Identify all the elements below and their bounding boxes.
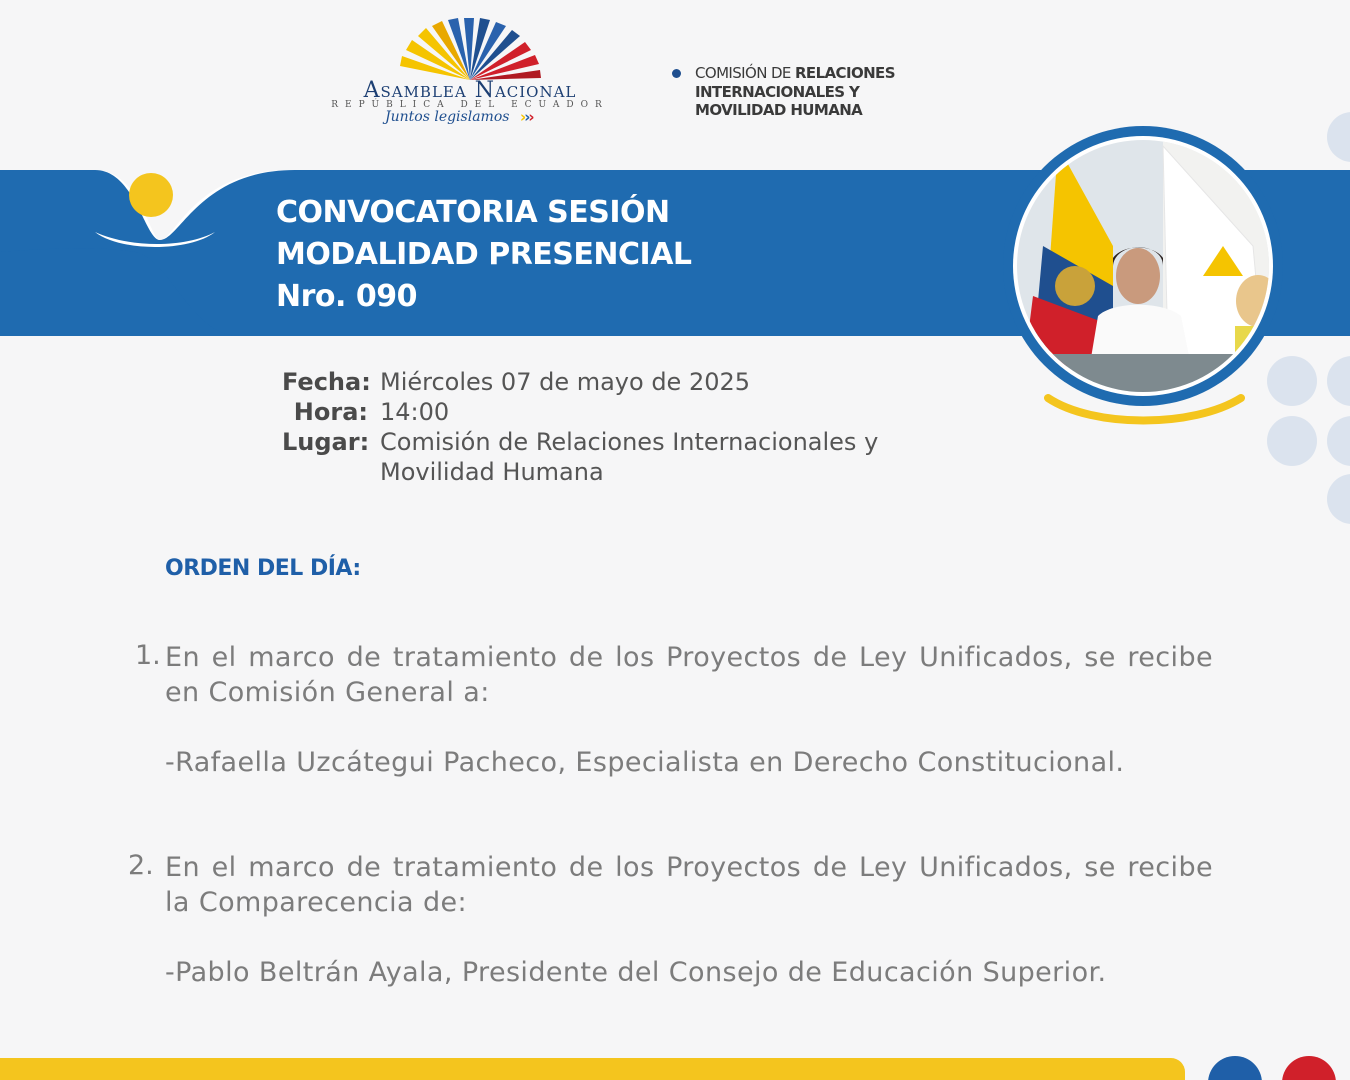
session-title-line: CONVOCATORIA SESIÓN [276,195,670,230]
president-photo [1003,126,1285,438]
decor-circle [1327,474,1350,524]
bullet-dot-icon [672,69,681,78]
hora-label: Hora: [293,398,368,426]
agenda-item-text: En el marco de tratamiento de los Proyectos de Ley Unificados, se recibe en Comisión General a: [165,642,1213,708]
asamblea-sun-logo-icon [395,18,545,80]
agenda-title: ORDEN DEL DÍA: [165,556,361,581]
lugar-label: Lugar: [282,428,370,456]
agenda-item-detail: -Rafaella Uzcátegui Pacheco, Especialista en Derecho Constitucional. [165,747,1125,778]
decor-circle [1327,416,1350,466]
session-number: Nro. 090 [276,279,417,314]
agenda-item-detail: -Pablo Beltrán Ayala, Presidente del Consejo de Educación Superior. [165,957,1107,988]
detail-row-fecha [282,367,920,397]
fecha-label: Fecha: [282,368,371,396]
agenda-item-text: En el marco de tratamiento de los Proyectos de Ley Unificados, se recibe la Comparecencia de: [165,852,1213,918]
session-title [276,192,692,318]
hora-value: 14:00 [380,398,450,426]
fecha-value: Miércoles 07 de mayo de 2025 [380,368,751,396]
detail-row-hora [282,397,920,427]
footer-red-circle [1282,1056,1336,1080]
footer-blue-circle [1208,1056,1262,1080]
logo-chevrons-icon: ››› [520,108,533,126]
detail-row-lugar [282,427,920,487]
session-title-line: MODALIDAD PRESENCIAL [276,237,692,272]
agenda-item-number: 2. [128,850,154,881]
logo-subtitle: REPÚBLICA DEL ECUADOR [331,100,609,110]
commission-name: COMISIÓN DE RELACIONES INTERNACIONALES Y MOVILIDAD HUMANA [695,64,895,119]
footer-yellow-bar [0,1058,1185,1080]
logo-title: Asamblea Nacional [363,78,577,103]
lugar-value: Comisión de Relaciones Internacionales y Movilidad Humana [380,428,879,486]
session-details [282,367,920,487]
agenda-item-number: 1. [135,640,161,671]
logo-slogan: Juntos legislamos [385,109,510,125]
